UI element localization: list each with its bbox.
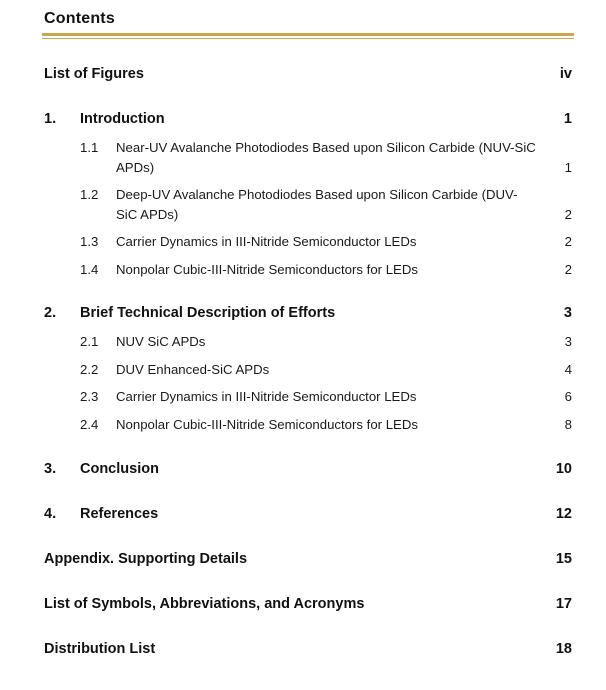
page-title: Contents: [44, 10, 115, 27]
toc-subentry-label: Nonpolar Cubic-III-Nitride Semiconductors for LEDs: [116, 417, 418, 432]
toc-subentry-page: 1: [564, 160, 572, 175]
toc-subentry-number: 2.1: [80, 334, 99, 349]
title-rule-thin: [42, 38, 574, 39]
toc-subentry-label: [116, 185, 556, 225]
toc-entry-page: 17: [555, 596, 572, 612]
toc-subentry-label-line2: SiC APDs): [116, 207, 179, 222]
toc-subentry-label-line1: Near-UV Avalanche Photodiodes Based upon Silicon Carbide (NUV-SiC: [116, 140, 536, 155]
toc-subentry-label-line1: Deep-UV Avalanche Photodiodes Based upon Silicon Carbide (DUV-: [116, 187, 518, 202]
toc-subentry-label-line2: APDs): [116, 160, 155, 175]
toc-subentry-number: 1.4: [80, 262, 99, 277]
toc-entry-label: References: [80, 506, 159, 522]
toc-entry-label: Conclusion: [80, 461, 159, 477]
toc-subentry-label: Carrier Dynamics in III-Nitride Semiconductor LEDs: [116, 389, 417, 404]
toc-subentry-label: Nonpolar Cubic-III-Nitride Semiconductors for LEDs: [116, 262, 418, 277]
toc-entry-number: 4.: [44, 506, 57, 522]
toc-entry-page: 10: [555, 461, 572, 477]
toc-entry-page: 3: [563, 305, 572, 321]
toc-subentry-label: [116, 138, 556, 178]
toc-entry-number: 2.: [44, 305, 57, 321]
toc-subentry-page: 2: [564, 262, 572, 277]
toc-entry-label: Appendix. Supporting Details: [44, 551, 248, 567]
toc-subentry-number: 2.4: [80, 417, 99, 432]
toc-subentry-page: 6: [564, 389, 572, 404]
toc-entry-page: 1: [563, 111, 572, 127]
toc-entry-page: 12: [555, 506, 572, 522]
toc-entry-page: 18: [555, 641, 572, 657]
toc-subentry-page: 2: [564, 207, 572, 222]
toc-entry-label: Introduction: [80, 111, 165, 127]
toc-subentry-number: 2.2: [80, 362, 99, 377]
toc-entry-label: List of Symbols, Abbreviations, and Acronyms: [44, 596, 365, 612]
toc-entry-number: 3.: [44, 461, 57, 477]
toc-subentry-page: 4: [564, 362, 572, 377]
toc-subentry-number: 1.2: [80, 187, 99, 202]
toc-subentry-page: 8: [564, 417, 572, 432]
toc-subentry-label: DUV Enhanced-SiC APDs: [116, 362, 270, 377]
toc-entry-label: Distribution List: [44, 641, 156, 657]
toc-subentry-page: 3: [564, 334, 572, 349]
title-rule-thick: [42, 33, 574, 36]
toc-subentry-page: 2: [564, 234, 572, 249]
toc-entry-page: iv: [559, 66, 572, 82]
toc-entry-number: 1.: [44, 111, 57, 127]
toc-subentry-number: 2.3: [80, 389, 99, 404]
toc-subentry-number: 1.3: [80, 234, 99, 249]
toc-entry-label: List of Figures: [44, 66, 144, 82]
toc-entry-page: 15: [555, 551, 572, 567]
toc-entry-label: Brief Technical Description of Efforts: [80, 305, 336, 321]
toc-subentry-label: NUV SiC APDs: [116, 334, 206, 349]
toc-subentry-number: 1.1: [80, 140, 99, 155]
toc-subentry-label: Carrier Dynamics in III-Nitride Semiconductor LEDs: [116, 234, 417, 249]
